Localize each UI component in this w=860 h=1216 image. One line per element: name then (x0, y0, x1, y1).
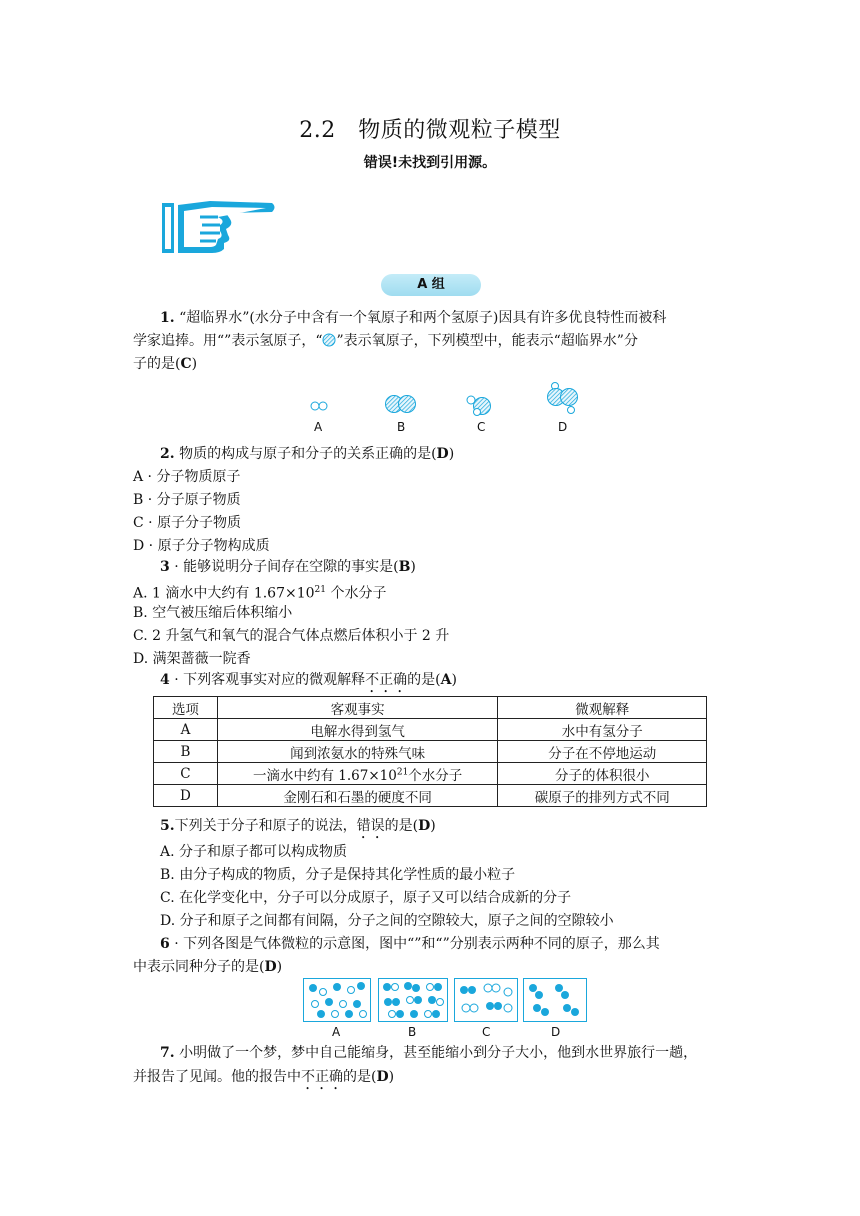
q7-stem-line1: 小明做了一个梦，梦中自己能缩身，甚至能缩小到分子大小，他到水世界旅行一趟， (179, 1045, 698, 1061)
q1-model-c (466, 394, 494, 416)
q6-box-d (523, 978, 587, 1022)
q1-stem-line2: 学家追捧。用“”表示氢原子，“ (133, 333, 323, 349)
q4-row-a-option: A (154, 719, 218, 741)
q4-row-d-explain: 碳原子的排列方式不同 (498, 785, 707, 807)
q4-row-c-fact-pre: 一滴水中约有 1.67×10 (253, 767, 397, 784)
q1-option-label-b: B (397, 420, 406, 434)
q3-number: 3 (160, 559, 170, 575)
q2-option-a: A · 分子物质原子 (133, 469, 241, 485)
oxygen-atom-icon (322, 333, 336, 347)
pointing-hand-icon (160, 195, 278, 257)
q5-option-d: D. 分子和原子之间都有间隔，分子之间的空隙较大，原子之间的空隙较小 (160, 913, 614, 929)
q2-answer: D (436, 446, 449, 462)
q2-stem: 2. 物质的构成与原子和分子的关系正确的是(D) (160, 446, 455, 462)
table-row (154, 719, 707, 741)
q3-option-b: B. 空气被压缩后体积缩小 (133, 605, 293, 621)
q1-option-label-a: A (314, 420, 323, 434)
table-row (154, 785, 707, 807)
q4-row-a-explain: 水中有氢分子 (498, 719, 707, 741)
q6-option-label-a: A (332, 1025, 341, 1039)
q4-answer: A (440, 672, 452, 688)
q3-option-a-post: 个水分子 (326, 585, 387, 602)
q5-stem-pre: 下列关于分子和原子的说法， (174, 818, 357, 834)
q4-header-fact: 客观事实 (217, 697, 498, 719)
q6-box-a (303, 978, 371, 1022)
q6-stem-line1: 下列各图是气体微粒的示意图，图中“”和“”分别表示两种不同的原子，那么其 (183, 936, 660, 952)
q5-option-c: C. 在化学变化中，分子可以分成原子，原子又可以结合成新的分子 (160, 890, 572, 906)
q1-model-b (384, 394, 418, 414)
q6-box-b (378, 978, 448, 1022)
q6-option-label-b: B (408, 1025, 417, 1039)
q4-row-d-fact: 金刚石和石墨的硬度不同 (217, 785, 498, 807)
q2-option-c: C · 原子分子物质 (133, 515, 242, 531)
q3-stem-text: 能够说明分子间存在空隙的事实是( (183, 559, 399, 575)
q3-option-c: C. 2 升氢气和氧气的混合气体点燃后体积小于 2 升 (133, 628, 450, 644)
q4-row-a-fact: 电解水得到氢气 (217, 719, 498, 741)
q6-number: 6 (160, 936, 170, 952)
q4-row-c-fact (217, 763, 498, 785)
q5-option-a: A. 分子和原子都可以构成物质 (160, 844, 348, 860)
q3-option-a-sup: 21 (314, 585, 326, 595)
q4-stem-emphasis: 不正确 (365, 672, 408, 688)
q6-option-label-d: D (551, 1025, 561, 1039)
q6-option-label-c: C (482, 1025, 491, 1039)
q1-molecule-options (300, 378, 600, 438)
q1-number: 1 (160, 310, 170, 326)
q1-model-a (310, 400, 330, 412)
page-title: 2.2 物质的微观粒子模型 (299, 118, 561, 143)
q4-table (153, 696, 707, 807)
q6-answer: D (264, 959, 277, 975)
q4-row-c-fact-sup: 21 (396, 767, 409, 777)
q2-stem-text: 物质的构成与原子和分子的关系正确的是( (179, 446, 437, 462)
q1-model-d (545, 382, 581, 416)
page-subtitle: 错误!未找到引用源。 (363, 155, 497, 171)
group-a-label: A 组 (381, 274, 481, 296)
q5-answer: D (418, 818, 431, 834)
q5-stem: 5.下列关于分子和原子的说法，错误的是(D) (160, 818, 436, 834)
q7-line2: 并报告了见闻。他的报告中不正确的是(D) (133, 1069, 395, 1085)
q7-answer: D (376, 1069, 389, 1085)
q4-row-b-option: B (154, 741, 218, 763)
q4-header-option: 选项 (154, 697, 218, 719)
q7-number: 7 (160, 1045, 170, 1061)
q1-option-label-c: C (477, 420, 486, 434)
q2-option-d: D · 原子分子物构成质 (133, 538, 270, 554)
table-row (154, 763, 707, 785)
q1-option-label-d: D (558, 420, 568, 434)
q4-stem-pre: 下列客观事实对应的微观解释 (183, 672, 366, 688)
q1-answer: C (180, 356, 192, 372)
q4-stem-post: 的是( (407, 672, 441, 688)
q5-stem-emphasis: 错误 (356, 818, 385, 834)
q1-line3: 子的是(C) (133, 356, 198, 372)
q4-row-b-fact: 闻到浓氨水的特殊气味 (217, 741, 498, 763)
q5-number: 5. (160, 818, 175, 834)
q5-stem-post: 的是( (384, 818, 419, 834)
q4-table-header (154, 697, 707, 719)
q4-row-d-option: D (154, 785, 218, 807)
q1-line1: 1. “超临界水”(水分子中含有一个氧原子和两个氢原子)因具有许多优良特性而被科 (160, 310, 667, 326)
q6-line2: 中表示同种分子的是(D) (133, 959, 283, 975)
q4-row-b-explain: 分子在不停地运动 (498, 741, 707, 763)
q4-number: 4 (160, 672, 170, 688)
q2-number: 2 (160, 446, 170, 462)
q3-option-d: D. 满架蔷薇一院香 (133, 651, 251, 667)
q3-option-a-pre: A. 1 滴水中大约有 1.67×10 (133, 585, 315, 602)
q4-header-explain: 微观解释 (498, 697, 707, 719)
q7-stem-emphasis: 不正确 (301, 1069, 343, 1085)
q7-stem-pre: 并报告了见闻。他的报告中 (133, 1069, 301, 1085)
q3-option-a (133, 579, 386, 605)
q7-line1: 7. 小明做了一个梦，梦中自己能缩身，甚至能缩小到分子大小，他到水世界旅行一趟， (160, 1045, 698, 1061)
q1-line2 (133, 330, 638, 352)
q6-box-c (454, 978, 518, 1022)
q1-stem-line1: “超临界水”(水分子中含有一个氧原子和两个氢原子)因具有许多优良特性而被科 (179, 310, 667, 326)
q4-row-c-explain: 分子的体积很小 (498, 763, 707, 785)
q7-stem-post: 的是( (343, 1069, 377, 1085)
q1-stem-line2b: ”表示氧原子，下列模型中，能表示“超临界水”分 (336, 333, 638, 349)
q3-stem: 3 · 能够说明分子间存在空隙的事实是(B) (160, 559, 416, 575)
table-row (154, 741, 707, 763)
q4-row-c-fact-post: 个水分子 (408, 767, 463, 784)
q1-stem-line3: 子的是( (133, 356, 181, 372)
q6-line1: 6 · 下列各图是气体微粒的示意图，图中“”和“”分别表示两种不同的原子，那么其 (160, 936, 660, 952)
q4-stem: 4 · 下列客观事实对应的微观解释不正确的是(A) (160, 672, 457, 688)
q2-option-b: B · 分子原子物质 (133, 492, 241, 508)
q5-option-b: B. 由分子构成的物质，分子是保持其化学性质的最小粒子 (160, 867, 516, 883)
q3-answer: B (398, 559, 411, 575)
q4-row-c-option: C (154, 763, 218, 785)
q6-stem-line2: 中表示同种分子的是( (133, 959, 265, 975)
